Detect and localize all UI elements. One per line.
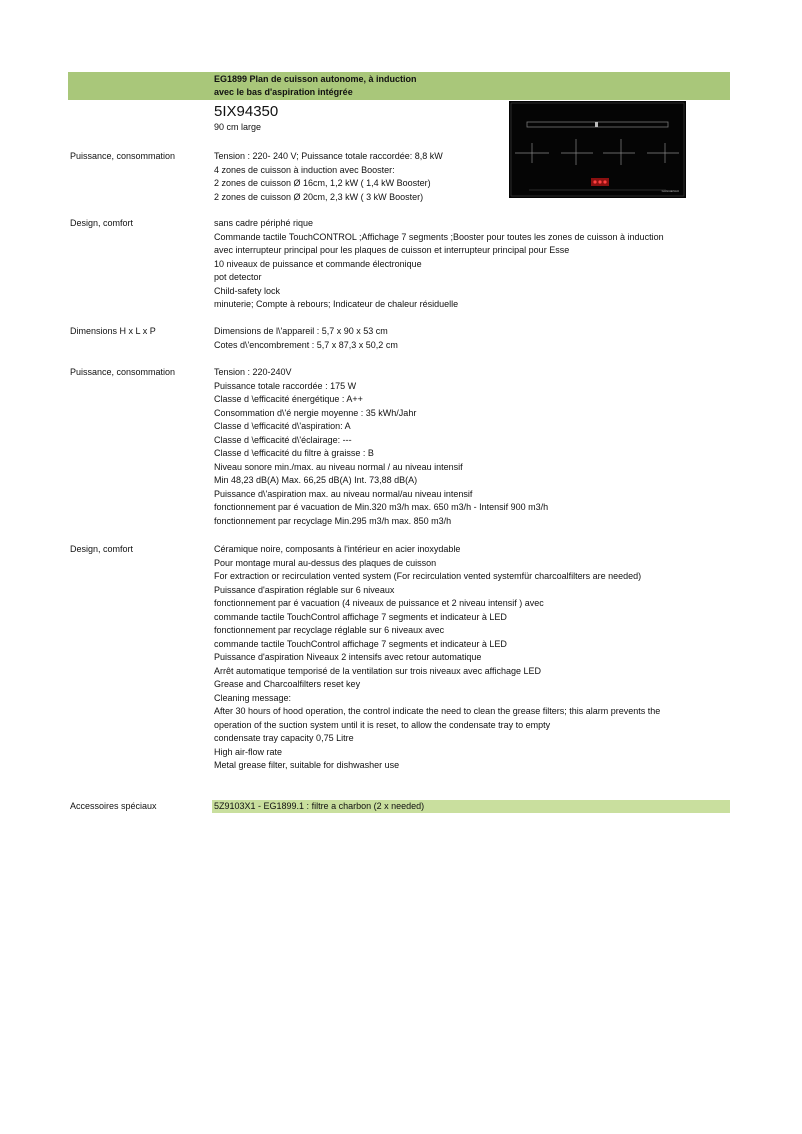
accessories-label: Accessoires spéciaux [70, 801, 157, 811]
model-size: 90 cm large [214, 122, 262, 132]
spec-line: Céramique noire, composants à l'intérieur en acier inoxydable [214, 544, 461, 554]
spec-line: Niveau sonore min./max. au niveau normal / au niveau intensif [214, 461, 463, 472]
product-title-line-1: EG1899 Plan de cuisson autonome, à induction [214, 74, 417, 84]
cooktop-brand-text: GAGGENAU [661, 189, 679, 193]
spec-line: Tension : 220-240V [214, 367, 292, 377]
spec-line: 4 zones de cuisson à induction avec Booster: [214, 164, 395, 175]
spec-line: Classe d \efficacité d\'éclairage: --- [214, 434, 352, 445]
spec-line: operation of the suction system until it is reset, to allow the condensate tray to empty [214, 719, 551, 730]
section-lines-dimensions [214, 325, 398, 352]
product-title [214, 73, 417, 99]
spec-line: fonctionnement par é vacuation de Min.320 m3/h max. 650 m3/h - Intensif 900 m3/h [214, 502, 549, 512]
spec-line: Metal grease filter, suitable for dishwasher use [214, 760, 400, 770]
product-title-line-2: avec le bas d'aspiration intégrée [214, 87, 353, 97]
spec-line: 2 zones de cuisson Ø 20cm, 2,3 kW ( 3 kW Booster) [214, 191, 424, 202]
spec-line: Puissance d'aspiration Niveaux 2 intensifs avec retour automatique [214, 652, 482, 662]
spec-line: Arrêt automatique temporisé de la ventilation sur trois niveaux avec affichage LED [214, 665, 542, 676]
spec-line: fonctionnement par recyclage Min.295 m3/h max. 850 m3/h [214, 515, 452, 526]
spec-line: Puissance totale raccordée : 175 W [214, 380, 357, 391]
section-lines-design-1 [214, 217, 664, 312]
spec-line: Tension : 220- 240 V; Puissance totale raccordée: 8,8 kW [214, 151, 443, 161]
spec-line: commande tactile TouchControl affichage 7 segments et indicateur à LED [214, 611, 507, 622]
spec-line: Grease and Charcoalfilters reset key [214, 679, 361, 689]
spec-line: condensate tray capacity 0,75 Litre [214, 733, 354, 743]
spec-line: sans cadre périphé rique [214, 218, 314, 228]
spec-line: Child-safety lock [214, 285, 281, 296]
spec-line: Cleaning message: [214, 692, 292, 703]
spec-line: Classe d \efficacité énergétique : A++ [214, 394, 363, 404]
spec-line: Dimensions de l\'appareil : 5,7 x 90 x 53 cm [214, 326, 388, 336]
spec-line: 10 niveaux de puissance et commande électronique [214, 258, 422, 269]
accessories-text: 5Z9103X1 - EG1899.1 : filtre a charbon (2 x needed) [214, 801, 425, 811]
spec-line: For extraction or recirculation vented system (For recirculation vented systemfür charcoalfilters are needed) [214, 571, 642, 581]
spec-line: Classe d \efficacité du filtre à graisse : B [214, 448, 374, 458]
section-label-design-2: Design, comfort [70, 544, 134, 554]
spec-line: Classe d \efficacité d\'aspiration: A [214, 421, 351, 431]
model-number: 5IX94350 [214, 103, 279, 120]
cooktop-illustration [509, 101, 686, 198]
spec-line: Puissance d'aspiration réglable sur 6 niveaux [214, 584, 395, 595]
spec-line: Commande tactile TouchCONTROL ;Affichage 7 segments ;Booster pour toutes les zones de cuisson à induction [214, 231, 664, 242]
spec-line: Puissance d\'aspiration max. au niveau normal/au niveau intensif [214, 488, 473, 499]
spec-line: minuterie; Compte à rebours; Indicateur de chaleur résiduelle [214, 299, 459, 309]
cooktop-image [509, 101, 686, 198]
section-lines-power-1 [214, 150, 443, 204]
spec-line: fonctionnement par é vacuation (4 niveaux de puissance et 2 niveau intensif ) avec [214, 598, 544, 608]
spec-line: Cotes d\'encombrement : 5,7 x 87,3 x 50,2 cm [214, 339, 398, 350]
spec-line: After 30 hours of hood operation, the control indicate the need to clean the grease filters; this alarm prevents the [214, 706, 661, 716]
section-lines-power-2 [214, 366, 548, 528]
spec-line: High air-flow rate [214, 746, 283, 757]
section-label-power-2: Puissance, consommation [70, 367, 176, 377]
spec-line: Consommation d\'é nergie moyenne : 35 kWh/Jahr [214, 407, 417, 418]
spec-line: Pour montage mural au-dessus des plaques de cuisson [214, 557, 437, 568]
section-label-design-1: Design, comfort [70, 218, 134, 228]
spec-line: fonctionnement par recyclage réglable sur 6 niveaux avec [214, 625, 445, 635]
spec-line: 2 zones de cuisson Ø 16cm, 1,2 kW ( 1,4 kW Booster) [214, 178, 431, 188]
spec-line: avec interrupteur principal pour les plaques de cuisson et interrupteur principal pour Esse [214, 245, 570, 255]
spec-line: commande tactile TouchControl affichage 7 segments et indicateur à LED [214, 638, 507, 649]
section-label-power-1: Puissance, consommation [70, 151, 176, 161]
section-label-dimensions: Dimensions H x L x P [70, 326, 156, 336]
section-lines-design-2 [214, 543, 660, 773]
spec-line: Min 48,23 dB(A) Max. 66,25 dB(A) Int. 73,88 dB(A) [214, 475, 418, 485]
spec-line: pot detector [214, 272, 262, 282]
